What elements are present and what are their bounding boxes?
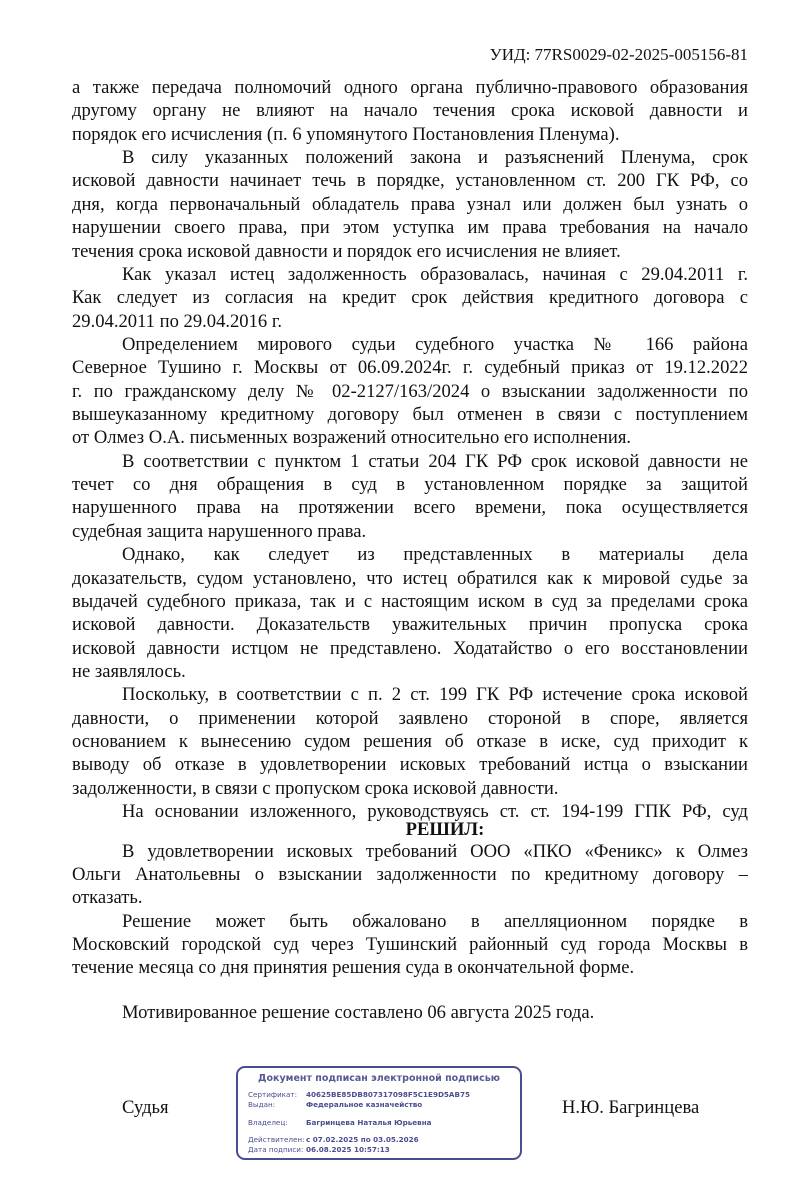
judge-label: Судья <box>122 1097 169 1118</box>
text-line: другому органу не влияют на начало течения срока исковой давности и <box>72 100 748 122</box>
stamp-title: Документ подписан электронной подписью <box>258 1073 500 1084</box>
text-line: Поскольку, в соответствии с п. 2 ст. 199 ГК РФ истечение срока исковой <box>122 684 748 706</box>
text-line: течет со дня обращения в суд в установленном порядке за защитой <box>72 474 748 496</box>
text-line: исковой давности. Доказательств уважительных причин пропуска срока <box>72 614 748 636</box>
text-line: исковой давности начинает течь в порядке, установленном ст. 200 ГК РФ, со <box>72 170 748 192</box>
text-line: давности, о применении которой заявлено стороной в споре, является <box>72 707 748 729</box>
stamp-row <box>248 1100 422 1109</box>
stamp-value: с 07.02.2025 по 03.05.2026 <box>306 1135 419 1144</box>
text-line: доказательств, судом установлено, что истец обратился как к мировой судье за <box>72 567 748 589</box>
text-line: порядок его исчисления (п. 6 упомянутого Постановления Пленума). <box>72 123 620 145</box>
text-line: судебная защита нарушенного права. <box>72 520 367 542</box>
text-line: дня, когда первоначальный обладатель права узнал или должен был узнать о <box>72 193 748 215</box>
stamp-value: Федеральное казначейство <box>306 1100 423 1109</box>
final-note: Мотивированное решение составлено 06 августа 2025 года. <box>122 1001 595 1023</box>
text-line: Определением мирового судьи судебного участка № 166 района <box>122 333 748 355</box>
text-line: Ольги Анатольевны о взыскании задолженности по кредитному договору – <box>72 863 748 885</box>
text-line: Как следует из согласия на кредит срок действия кредитного договора с <box>72 287 748 309</box>
text-line: Северное Тушино г. Москвы от 06.09.2024г. г. судебный приказ от 19.12.2022 <box>72 357 748 379</box>
text-line: В удовлетворении исковых требований ООО «ПКО «Феникс» к Олмез <box>122 840 748 862</box>
stamp-row <box>248 1135 419 1144</box>
stamp-key: Владелец: <box>248 1118 288 1127</box>
text-line: вышеуказанному кредитному договору был отменен в связи с поступлением <box>72 404 748 426</box>
text-line: основанием к вынесению судом решения об отказе в иске, суд приходит к <box>72 731 748 753</box>
stamp-key: Выдан: <box>248 1100 276 1109</box>
stamp-row <box>248 1118 432 1127</box>
text-line: течение месяца со дня принятия решения суда в окончательной форме. <box>72 957 635 979</box>
text-line: Однако, как следует из представленных в материалы дела <box>122 544 748 566</box>
resolution-section <box>72 840 748 980</box>
text-line: Московский городской суд через Тушинский районный суд города Москвы в <box>72 933 748 955</box>
text-line: отказать. <box>72 887 143 909</box>
decision-heading: РЕШИЛ: <box>405 818 485 840</box>
reasoning-section <box>72 76 748 824</box>
stamp-value: Багринцева Наталья Юрьевна <box>306 1118 432 1127</box>
text-line: а также передача полномочий одного органа публично-правового образования <box>72 77 748 98</box>
text-line: от Олмез О.А. письменных возражений относительно его исполнения. <box>72 427 632 449</box>
text-line: В соответствии с пунктом 1 статьи 204 ГК РФ срок исковой давности не <box>122 450 748 472</box>
stamp-key: Сертификат: <box>248 1090 298 1099</box>
document-body <box>72 76 748 1024</box>
text-line: течения срока исковой давности и порядок его исчисления не влияет. <box>72 240 621 262</box>
electronic-signature-stamp <box>236 1066 522 1160</box>
text-line: нарушенного права на протяжении всего времени, пока осуществляется <box>72 497 748 519</box>
text-line: выдачей судебного приказа, так и с настоящим иском в суд за пределами срока <box>72 590 748 612</box>
case-uid: УИД: 77RS0029-02-2025-005156-81 <box>489 45 748 64</box>
text-line: На основании изложенного, руководствуясь ст. ст. 194-199 ГПК РФ, суд <box>122 801 748 823</box>
text-line: исковой давности истцом не представлено. Ходатайство о его восстановлении <box>72 637 748 659</box>
text-line: 29.04.2011 по 29.04.2016 г. <box>72 310 283 332</box>
text-line: задолженности, в связи с пропуском срока исковой давности. <box>72 777 559 799</box>
stamp-row <box>248 1145 390 1154</box>
text-line: Решение может быть обжаловано в апелляционном порядке в <box>122 910 748 932</box>
stamp-row <box>248 1090 470 1099</box>
text-line: В силу указанных положений закона и разъяснений Пленума, срок <box>122 147 748 169</box>
text-line: Как указал истец задолженность образовалась, начиная с 29.04.2011 г. <box>122 263 748 285</box>
stamp-value: 06.08.2025 10:57:13 <box>306 1145 390 1154</box>
stamp-value: 40625BE85DB807317098F5C1E9D5AB75 <box>306 1090 470 1099</box>
judge-name: Н.Ю. Багринцева <box>562 1097 700 1118</box>
text-line: выводу об отказе в удовлетворении исковых требований истца о взыскании <box>72 754 748 776</box>
text-line: г. по гражданскому делу № 02-2127/163/2024 о взыскании задолженности по <box>72 380 748 402</box>
text-line: нарушении своего права, при этом уступка им права требования на начало <box>72 217 748 239</box>
stamp-key: Дата подписи: <box>248 1145 304 1154</box>
text-line: не заявлялось. <box>72 660 186 682</box>
stamp-key: Действителен: <box>248 1135 305 1144</box>
